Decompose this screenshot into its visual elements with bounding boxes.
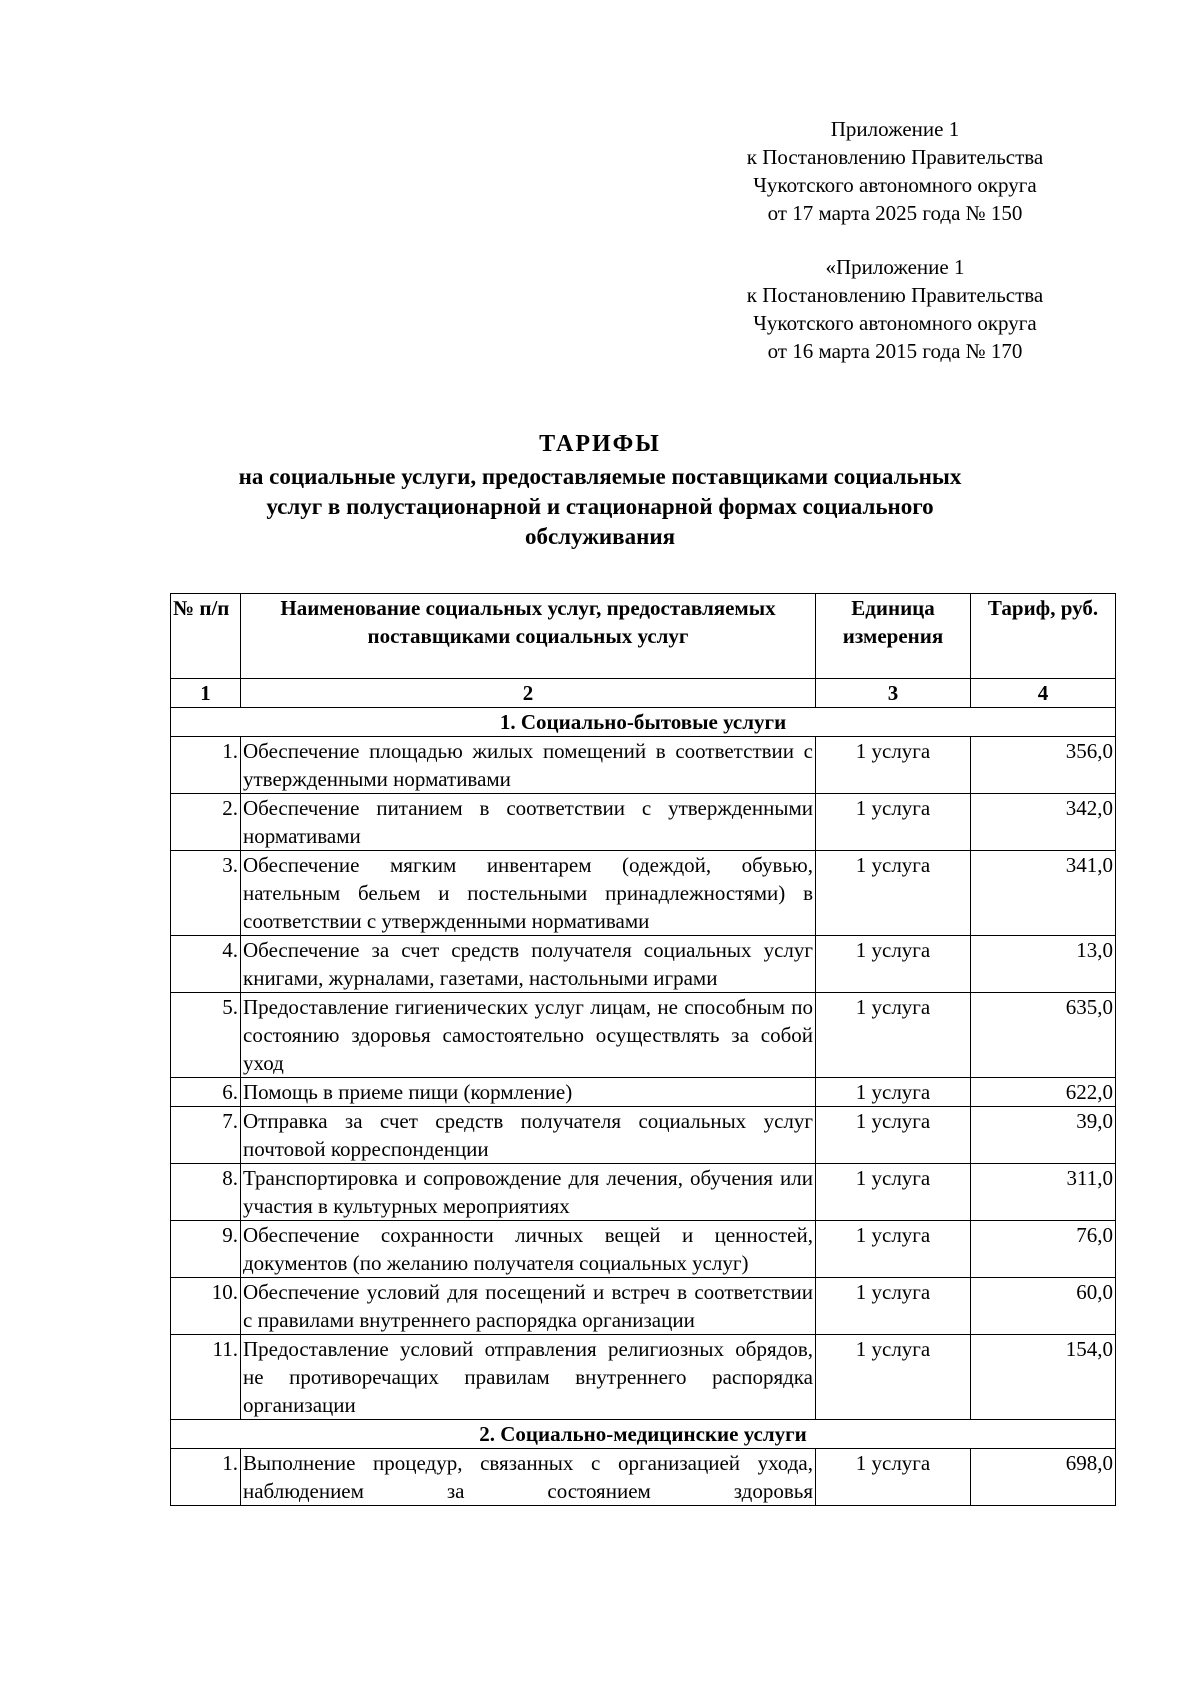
column-number: 4: [971, 679, 1116, 708]
row-tariff: 635,0: [971, 993, 1116, 1078]
appendix-line: Приложение 1: [830, 117, 960, 141]
table-row: [171, 993, 1116, 1078]
row-unit: 1 услуга: [816, 1164, 971, 1221]
table-row: [171, 936, 1116, 993]
row-name: Предоставление гигиенических услуг лицам, не способным по состоянию здоровья самостоятельно осуществлять за собой уход: [241, 993, 816, 1078]
table-row: [171, 1221, 1116, 1278]
row-unit: 1 услуга: [816, 936, 971, 993]
row-num: 11.: [171, 1335, 241, 1420]
row-name: Транспортировка и сопровождение для лечения, обучения или участия в культурных мероприятиях: [241, 1164, 816, 1221]
section-title: 1. Социально-бытовые услуги: [171, 708, 1116, 737]
row-unit: 1 услуга: [816, 794, 971, 851]
document-title: ТАРИФЫ: [539, 431, 661, 457]
subtitle-line: обслуживания: [524, 524, 676, 549]
row-unit: 1 услуга: [816, 993, 971, 1078]
appendix-line: к Постановлению Правительства: [746, 283, 1044, 307]
row-num: 4.: [171, 936, 241, 993]
row-unit: 1 услуга: [816, 1078, 971, 1107]
row-num: 5.: [171, 993, 241, 1078]
row-name: Отправка за счет средств получателя социальных услуг почтовой корреспонденции: [241, 1107, 816, 1164]
table-row: [171, 1449, 1116, 1506]
row-unit: 1 услуга: [816, 851, 971, 936]
section-title: 2. Социально-медицинские услуги: [171, 1420, 1116, 1449]
row-tariff: 76,0: [971, 1221, 1116, 1278]
column-number: 3: [816, 679, 971, 708]
appendix-line: от 16 марта 2015 года № 170: [767, 339, 1023, 363]
row-name: Обеспечение условий для посещений и встреч в соответствии с правилами внутреннего распорядка организации: [241, 1278, 816, 1335]
table-row: [171, 1335, 1116, 1420]
row-tariff: 698,0: [971, 1449, 1116, 1506]
row-num: 9.: [171, 1221, 241, 1278]
column-number: 2: [241, 679, 816, 708]
table-row: [171, 851, 1116, 936]
subtitle-line: услуг в полустационарной и стационарной формах социального: [266, 494, 934, 519]
row-unit: 1 услуга: [816, 737, 971, 794]
row-tariff: 154,0: [971, 1335, 1116, 1420]
header-unit: Единица измерения: [816, 594, 971, 679]
row-name: Помощь в приеме пищи (кормление): [241, 1078, 816, 1107]
header-num: № п/п: [171, 594, 241, 679]
row-num: 7.: [171, 1107, 241, 1164]
appendix-line: «Приложение 1: [825, 255, 965, 279]
row-tariff: 60,0: [971, 1278, 1116, 1335]
appendix-line: Чукотского автономного округа: [753, 311, 1037, 335]
row-num: 10.: [171, 1278, 241, 1335]
row-tariff: 622,0: [971, 1078, 1116, 1107]
row-num: 2.: [171, 794, 241, 851]
row-name: Обеспечение питанием в соответствии с утвержденными нормативами: [241, 794, 816, 851]
subtitle-line: на социальные услуги, предоставляемые поставщиками социальных: [238, 464, 962, 489]
table-row: [171, 1278, 1116, 1335]
appendix-old-block: [720, 253, 1070, 365]
row-name: Обеспечение площадью жилых помещений в соответствии с утвержденными нормативами: [241, 737, 816, 794]
table-row: [171, 737, 1116, 794]
column-number: 1: [171, 679, 241, 708]
row-name: Обеспечение мягким инвентарем (одеждой, обувью, нательным бельем и постельными принадлежностями) в соответствии с утвержденными нормативами: [241, 851, 816, 936]
table-header-row: [171, 594, 1116, 679]
row-num: 1.: [171, 1449, 241, 1506]
table-row: [171, 1107, 1116, 1164]
header-tariff: Тариф, руб.: [971, 594, 1116, 679]
row-num: 3.: [171, 851, 241, 936]
row-name: Обеспечение сохранности личных вещей и ценностей, документов (по желанию получателя социальных услуг): [241, 1221, 816, 1278]
appendix-new-block: [720, 115, 1070, 227]
row-tariff: 311,0: [971, 1164, 1116, 1221]
row-num: 8.: [171, 1164, 241, 1221]
appendix-line: от 17 марта 2025 года № 150: [767, 201, 1023, 225]
row-name: Выполнение процедур, связанных с организацией ухода, наблюдением за состоянием здоровья: [241, 1449, 816, 1506]
row-unit: 1 услуга: [816, 1335, 971, 1420]
row-unit: 1 услуга: [816, 1278, 971, 1335]
table-row: [171, 1164, 1116, 1221]
table-row: [171, 1078, 1116, 1107]
row-unit: 1 услуга: [816, 1107, 971, 1164]
row-name: Обеспечение за счет средств получателя социальных услуг книгами, журналами, газетами, настольными играми: [241, 936, 816, 993]
document-subtitle: [180, 462, 1020, 552]
row-num: 1.: [171, 737, 241, 794]
row-tariff: 39,0: [971, 1107, 1116, 1164]
row-name: Предоставление условий отправления религиозных обрядов, не противоречащих правилам внутреннего распорядка организации: [241, 1335, 816, 1420]
row-unit: 1 услуга: [816, 1449, 971, 1506]
table-row: [171, 794, 1116, 851]
appendix-line: Чукотского автономного округа: [753, 173, 1037, 197]
row-tariff: 342,0: [971, 794, 1116, 851]
row-unit: 1 услуга: [816, 1221, 971, 1278]
column-numbers-row: [171, 679, 1116, 708]
row-tariff: 356,0: [971, 737, 1116, 794]
row-num: 6.: [171, 1078, 241, 1107]
header-name: Наименование социальных услуг, предоставляемых поставщиками социальных услуг: [241, 594, 816, 679]
appendix-line: к Постановлению Правительства: [746, 145, 1044, 169]
section-row: [171, 1420, 1116, 1449]
row-tariff: 341,0: [971, 851, 1116, 936]
tariffs-table: [170, 593, 1116, 1506]
section-row: [171, 708, 1116, 737]
row-tariff: 13,0: [971, 936, 1116, 993]
